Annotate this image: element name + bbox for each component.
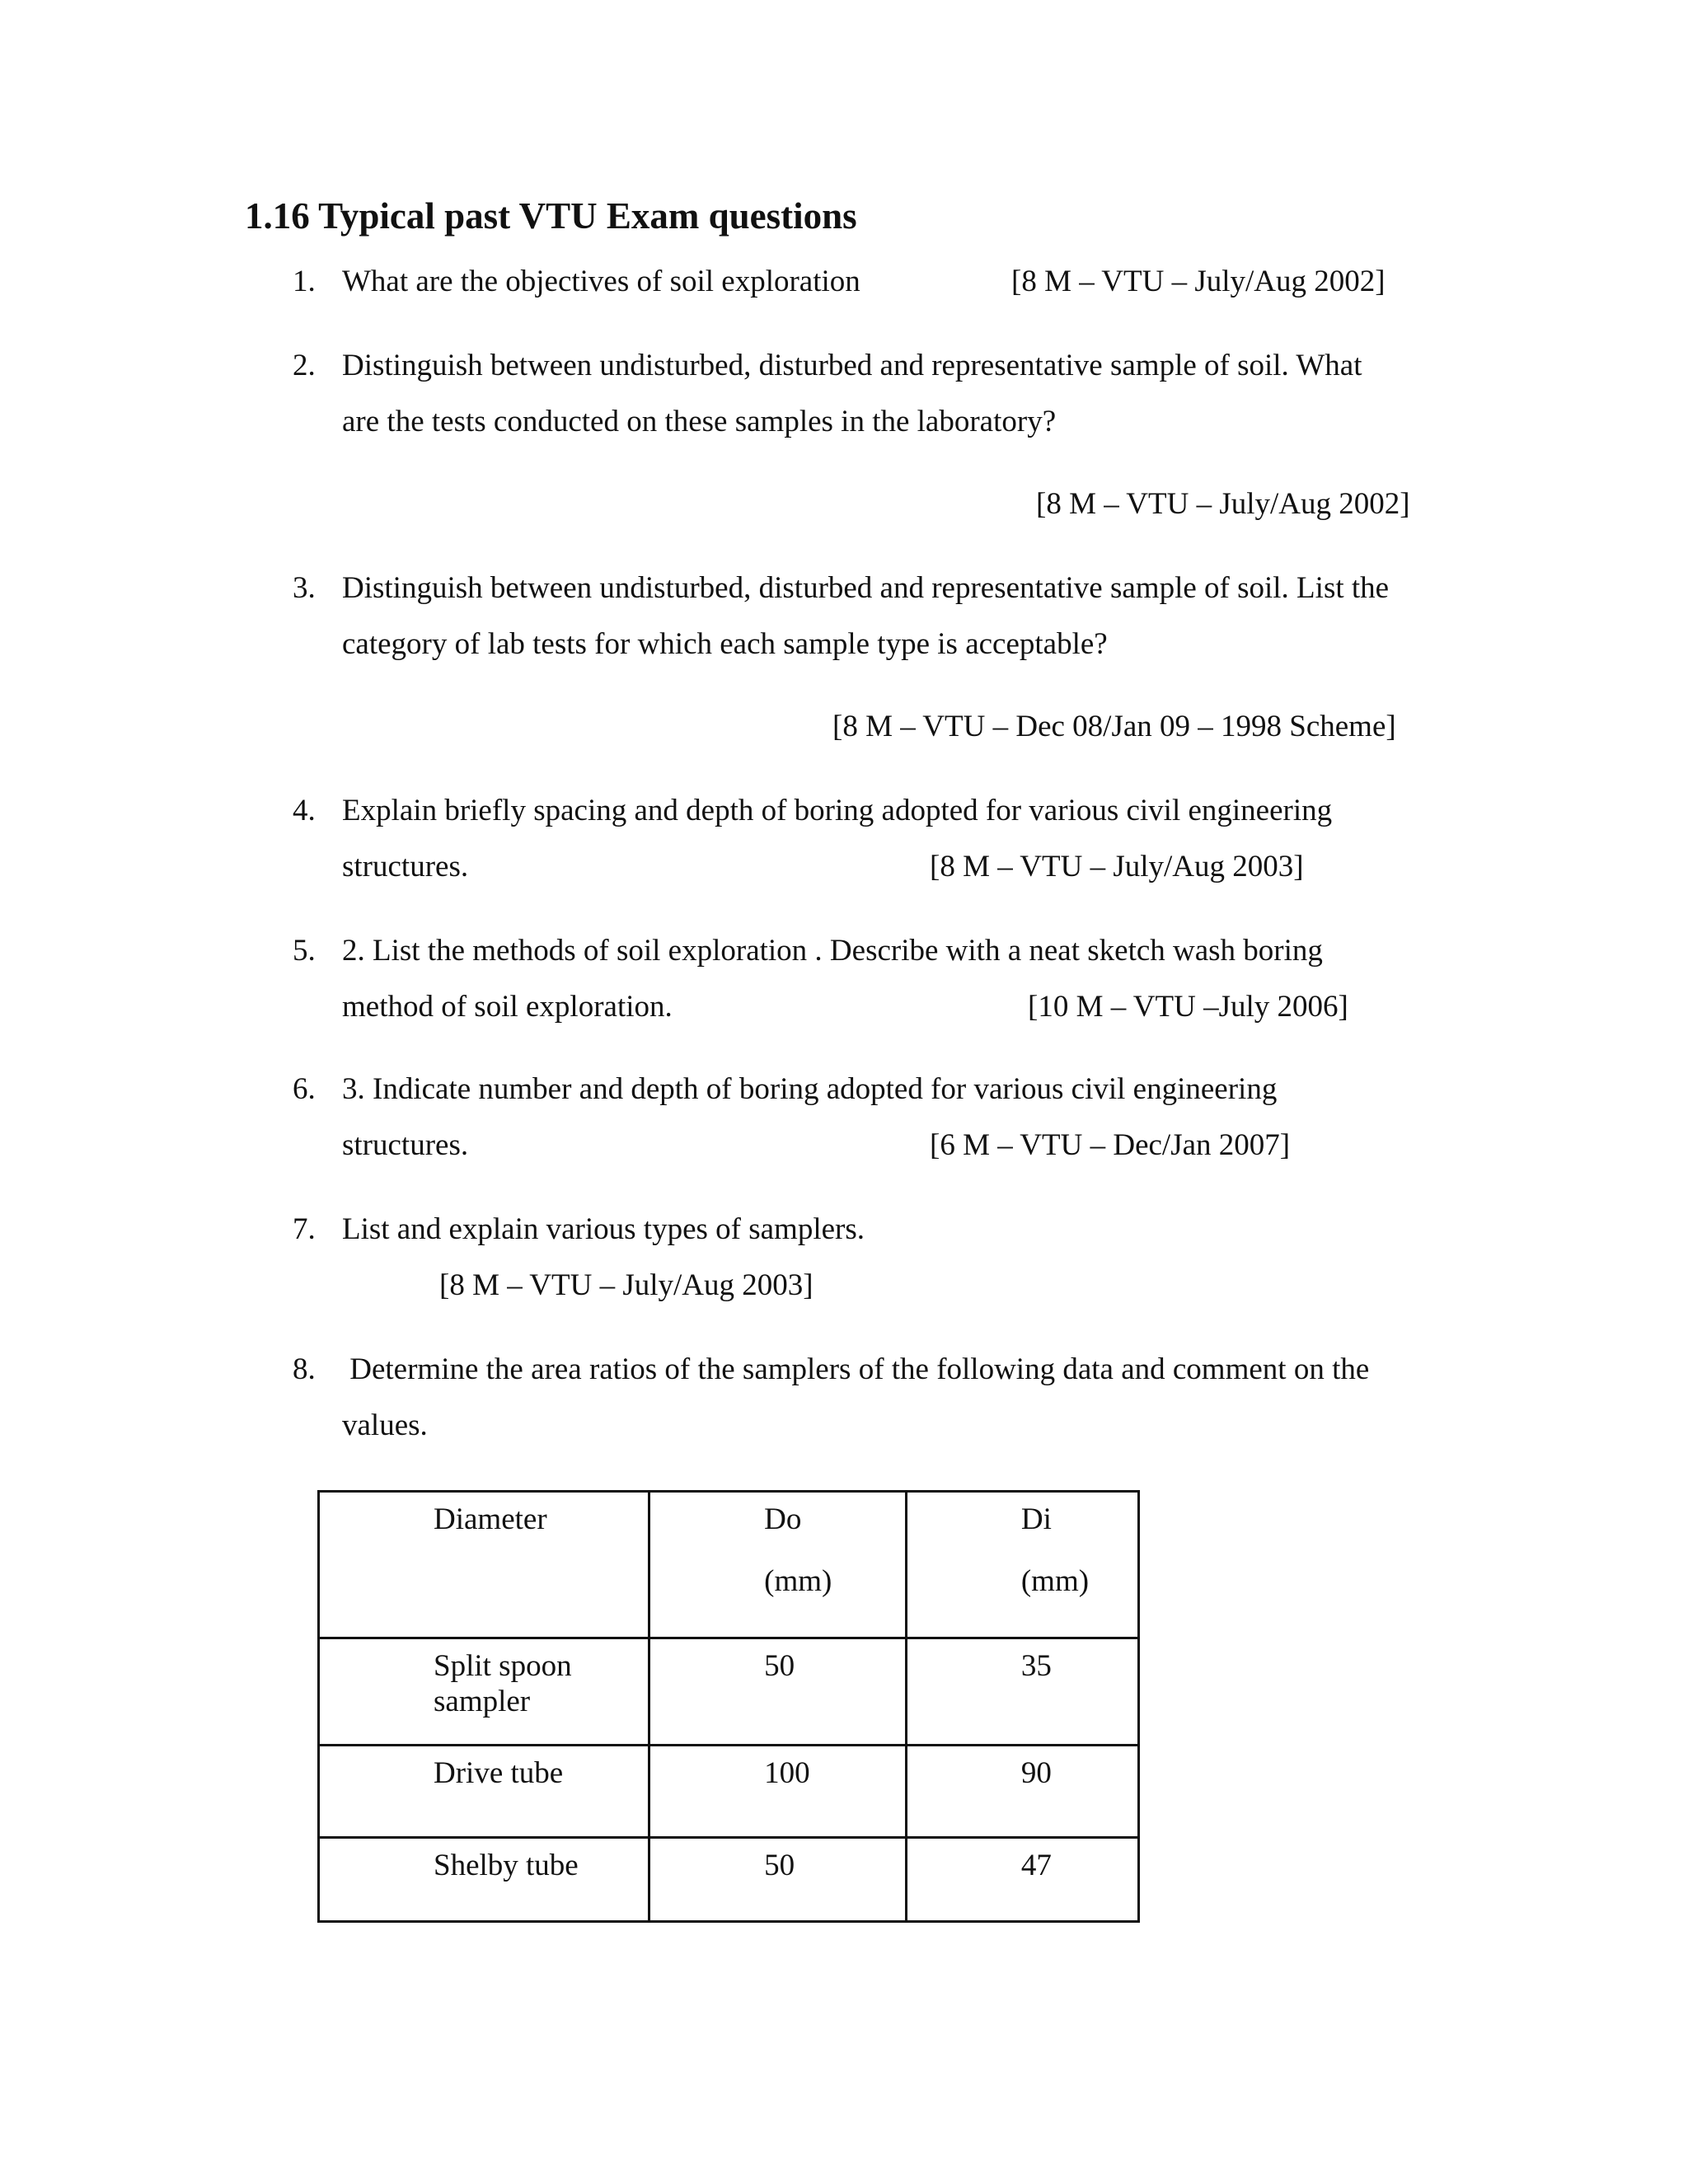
question-number: 6.	[293, 1072, 316, 1106]
question-text: category of lab tests for which each sample type is acceptable?	[342, 627, 1108, 661]
question-text: Distinguish between undisturbed, disturbed and representative sample of soil. What	[342, 349, 1362, 382]
table-cell	[649, 1838, 907, 1922]
question-number: 3.	[293, 571, 316, 605]
table-header-cell	[649, 1492, 907, 1638]
question-text: structures.	[342, 850, 469, 883]
question-marks: [8 M – VTU – July/Aug 2002]	[1036, 487, 1410, 521]
question-text: structures.	[342, 1128, 469, 1162]
question-text: values.	[342, 1408, 428, 1442]
question-number: 5.	[293, 934, 316, 968]
question-number: 1.	[293, 265, 316, 298]
question-marks: [10 M – VTU –July 2006]	[1028, 990, 1348, 1024]
question-text: method of soil exploration.	[342, 990, 673, 1024]
table-cell	[906, 1746, 1138, 1838]
question-text: 2. List the methods of soil exploration . Describe with a neat sketch wash boring	[342, 934, 1323, 968]
di-value: 35	[1020, 1649, 1052, 1683]
question-marks: [8 M – VTU – July/Aug 2003]	[439, 1268, 814, 1302]
table-cell	[319, 1638, 649, 1746]
table-row	[319, 1746, 1139, 1838]
question-text: Explain briefly spacing and depth of boring adopted for various civil engineering	[342, 794, 1333, 827]
do-header: Do	[764, 1502, 802, 1536]
sampler-name: Shelby tube	[434, 1849, 579, 1882]
table-cell	[906, 1838, 1138, 1922]
table-cell	[649, 1746, 907, 1838]
table-cell	[906, 1638, 1138, 1746]
question-number: 8.	[293, 1352, 316, 1386]
question-text: List and explain various types of samplers.	[342, 1212, 865, 1246]
di-value: 90	[1020, 1756, 1052, 1790]
section-heading: 1.16 Typical past VTU Exam questions	[245, 195, 857, 237]
table-header-cell	[906, 1492, 1138, 1638]
sampler-name: Split spoon	[434, 1649, 572, 1683]
table-header-row	[319, 1492, 1139, 1638]
table-row	[319, 1838, 1139, 1922]
do-value: 50	[764, 1649, 795, 1683]
question-number: 4.	[293, 794, 316, 827]
question-marks: [8 M – VTU – July/Aug 2002]	[1011, 265, 1386, 298]
question-marks: [8 M – VTU – July/Aug 2003]	[930, 850, 1304, 883]
di-header: Di	[1020, 1502, 1052, 1536]
diameter-header: Diameter	[434, 1502, 547, 1536]
question-marks: [8 M – VTU – Dec 08/Jan 09 – 1998 Scheme]	[832, 710, 1396, 743]
sampler-name: sampler	[434, 1684, 531, 1718]
sampler-name: Drive tube	[434, 1756, 564, 1790]
table-header-cell	[319, 1492, 649, 1638]
di-value: 47	[1020, 1849, 1052, 1882]
sampler-diameter-table	[317, 1490, 1140, 1923]
question-text: are the tests conducted on these samples in the laboratory?	[342, 405, 1057, 438]
do-value: 50	[764, 1849, 795, 1882]
table-cell	[649, 1638, 907, 1746]
question-text: Determine the area ratios of the samplers of the following data and comment on the	[342, 1352, 1370, 1386]
table-cell	[319, 1746, 649, 1838]
question-marks: [6 M – VTU – Dec/Jan 2007]	[930, 1128, 1291, 1162]
question-text: 3. Indicate number and depth of boring adopted for various civil engineering	[342, 1072, 1278, 1106]
do-value: 100	[764, 1756, 810, 1790]
question-number: 2.	[293, 349, 316, 382]
question-text: Distinguish between undisturbed, disturbed and representative sample of soil. List the	[342, 571, 1390, 605]
question-number: 7.	[293, 1212, 316, 1246]
question-text: What are the objectives of soil exploration	[342, 265, 860, 298]
table-row	[319, 1638, 1139, 1746]
do-unit: (mm)	[764, 1563, 832, 1598]
di-unit: (mm)	[1020, 1563, 1090, 1598]
table-cell	[319, 1838, 649, 1922]
